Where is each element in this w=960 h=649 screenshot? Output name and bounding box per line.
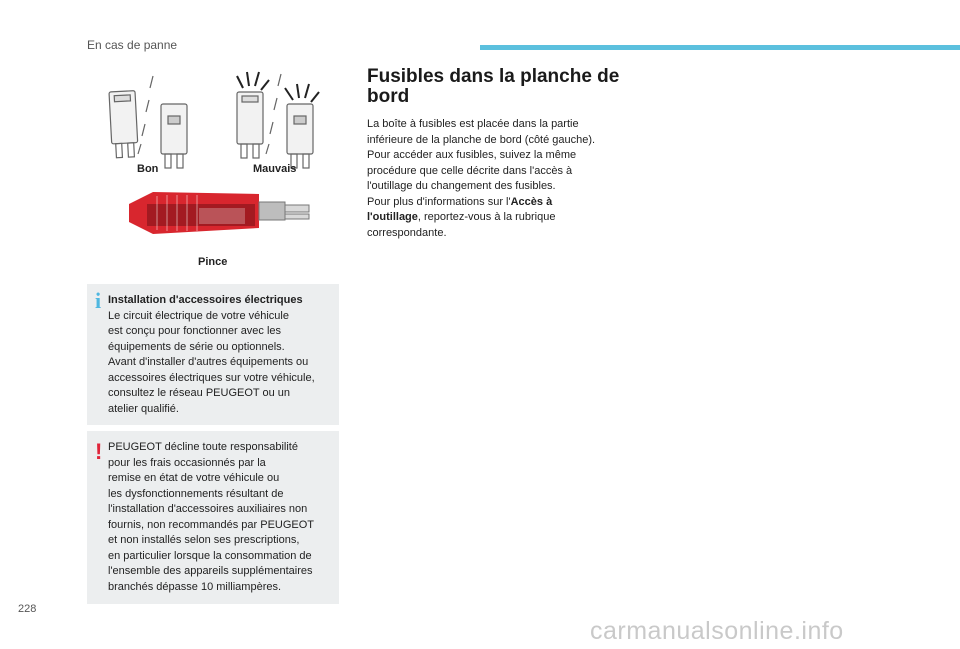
warning-line: fournis, non recommandés par PEUGEOT: [108, 518, 315, 531]
info-line: atelier qualifié.: [108, 402, 179, 415]
fuse-illustration: [87, 62, 339, 282]
warning-line: branchés dépasse 10 milliampères.: [108, 580, 282, 593]
header-accent-bar: [480, 45, 960, 50]
warning-line: l'ensemble des appareils supplémentaires: [108, 565, 313, 577]
info-icon: i: [95, 288, 102, 313]
pliers-drawing: [129, 192, 309, 234]
main-paragraph: [367, 117, 629, 241]
main-line: La boîte à fusibles est placée dans la partie: [367, 118, 579, 130]
page-title-line: Fusibles dans la planche de: [367, 66, 620, 87]
info-line: est conçu pour fonctionner avec les: [108, 325, 282, 337]
warning-box-text: [108, 440, 337, 595]
fuse-bad-label: Mauvais: [253, 163, 297, 175]
ref-link: l'outillage: [367, 211, 418, 223]
main-line: Pour accéder aux fusibles, suivez la même: [367, 149, 577, 161]
warning-line: pour les frais occasionnés par la: [108, 456, 266, 469]
info-line: accessoires électriques sur votre véhicule,: [108, 371, 315, 384]
warning-line: l'installation d'accessoires auxiliaires non: [108, 503, 308, 515]
ref-link: Accès à: [510, 195, 553, 208]
page-title: [367, 67, 637, 107]
info-line: Le circuit électrique de votre véhicule: [108, 309, 289, 322]
info-line: consultez le réseau PEUGEOT ou un: [108, 387, 291, 399]
ref-text: , reportez-vous à la rubrique: [417, 211, 556, 223]
pliers-label: Pince: [198, 256, 228, 268]
warning-line: PEUGEOT décline toute responsabilité: [108, 441, 298, 453]
info-box-title: Installation d'accessoires électriques: [108, 294, 303, 306]
main-line: inférieure de la planche de bord (côté gauche).: [367, 133, 596, 146]
fuse-diagram: [87, 62, 339, 282]
section-title: En cas de panne: [87, 38, 178, 52]
info-box-text: [108, 293, 337, 417]
main-ref-line: [367, 195, 629, 211]
fuse-good-label: Bon: [137, 163, 159, 175]
info-line: Avant d'installer d'autres équipements ou: [108, 356, 309, 368]
warning-line: et non installés selon ses prescriptions,: [108, 534, 300, 546]
info-box: [87, 284, 339, 425]
warning-line: en particulier lorsque la consommation de: [108, 549, 312, 562]
ref-text: Pour plus d'informations sur l': [367, 195, 511, 208]
main-ref-line: [367, 210, 629, 226]
warning-icon: !: [95, 439, 103, 464]
main-line: l'outillage du changement des fusibles.: [367, 180, 556, 192]
info-line: équipements de série ou optionnels.: [108, 340, 285, 353]
warning-line: remise en état de votre véhicule ou: [108, 472, 280, 484]
page-number: 228: [18, 603, 37, 615]
warning-box: [87, 431, 339, 604]
main-line: procédure que celle décrite dans l'accès à: [367, 164, 573, 177]
warning-line: les dysfonctionnements résultant de: [108, 487, 284, 500]
page-title-line: bord: [367, 86, 410, 107]
watermark: carmanualsonline.info: [590, 617, 844, 645]
main-line: correspondante.: [367, 226, 447, 239]
